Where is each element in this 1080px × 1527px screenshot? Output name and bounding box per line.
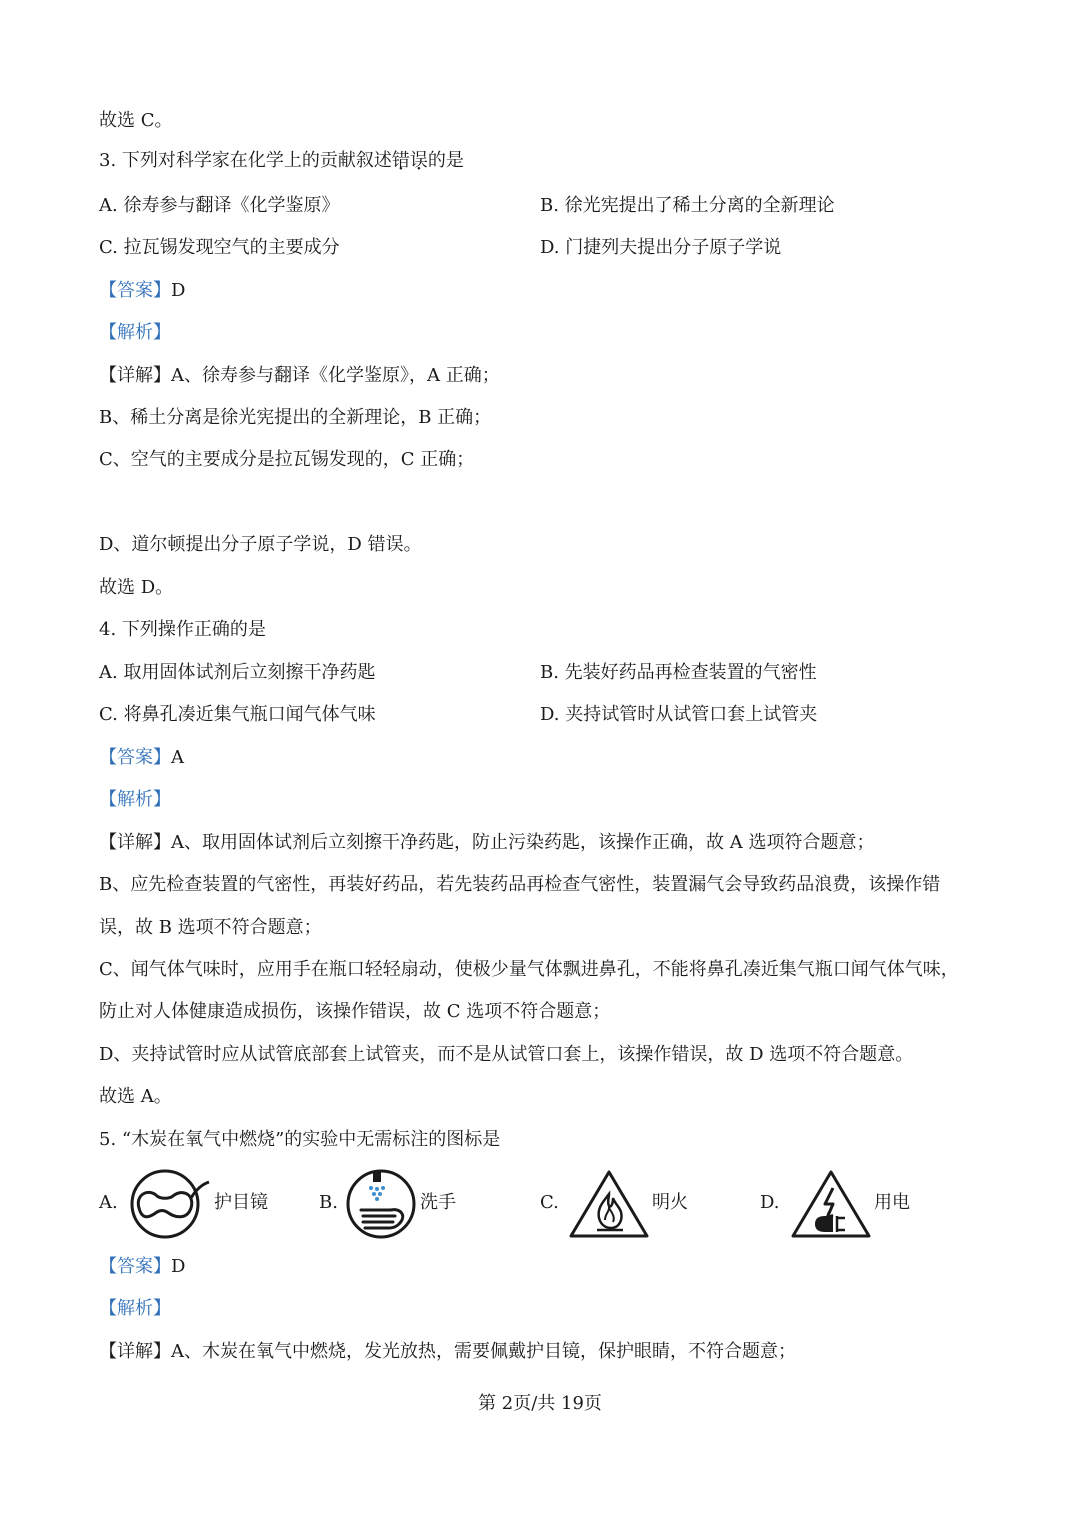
- q3-answer-value: D: [171, 280, 186, 301]
- q5-detail-1: [99, 1340, 796, 1364]
- q5-option-a-label: 护目镜: [214, 1192, 268, 1213]
- q5-option-b-letter: B.: [319, 1192, 338, 1213]
- q5-analysis-tag: 【解析】: [99, 1298, 171, 1319]
- q3-stem-text: 3. 下列对科学家在化学上的贡献叙述: [99, 150, 392, 171]
- q4-detail-2a: B、应先检查装置的气密性，再装好药品，若先装药品再检查气密性，装置漏气会导致药品浪费，该操作错: [99, 874, 941, 895]
- q5-option-c-letter: C.: [540, 1192, 559, 1213]
- detail-tag: 【详解】: [99, 832, 171, 853]
- q4-analysis-tag: 【解析】: [99, 789, 171, 810]
- q5-option-a-letter: A.: [99, 1192, 118, 1213]
- q4-option-b: B. 先装好药品再检查装置的气密性: [540, 662, 817, 683]
- q4-option-a: A. 取用固体试剂后立刻擦干净药匙: [99, 662, 376, 683]
- q4-detail-1: [99, 831, 874, 855]
- q4-option-d: D. 夹持试管时从试管口套上试管夹: [540, 704, 818, 725]
- q3-detail-1-text: A、徐寿参与翻译《化学鉴原》，A 正确；: [171, 365, 500, 386]
- q3-stem: [99, 149, 464, 173]
- answer-tag: 【答案】: [99, 280, 171, 301]
- hand-wash-icon: [345, 1168, 421, 1240]
- answer-tag: 【答案】: [99, 747, 171, 768]
- q5-detail-1-text: A、木炭在氧气中燃烧，发光放热，需要佩戴护目镜，保护眼睛，不符合题意；: [171, 1341, 796, 1362]
- q4-answer-value: A: [171, 747, 184, 768]
- q4-option-c: C. 将鼻孔凑近集气瓶口闻气体气味: [99, 704, 376, 725]
- electricity-icon: [789, 1168, 873, 1240]
- detail-tag: 【详解】: [99, 1341, 171, 1362]
- q3-option-d: D. 门捷列夫提出分子原子学说: [540, 237, 782, 258]
- q3-detail-2: B、稀土分离是徐光宪提出的全新理论，B 正确；: [99, 407, 492, 428]
- q3-stem-end: 的是: [427, 150, 464, 171]
- q5-stem: 5. “木炭在氧气中燃烧”的实验中无需标注的图标是: [99, 1129, 501, 1150]
- q3-detail-3: C、空气的主要成分是拉瓦锡发现的，C 正确；: [99, 449, 475, 470]
- q5-options: [0, 1168, 1080, 1240]
- q4-detail-2b: 误，故 B 选项不符合题意；: [99, 917, 322, 938]
- detail-tag: 【详解】: [99, 365, 171, 386]
- q3-stem-emphasis-2: 误: [409, 150, 428, 171]
- q5-option-d-label: 用电: [874, 1192, 910, 1213]
- q3-conclusion: 故选 D。: [99, 577, 174, 598]
- q5-option-c-label: 明火: [652, 1192, 688, 1213]
- q3-detail-4: D、道尔顿提出分子原子学说，D 错误。: [99, 534, 422, 555]
- q4-detail-1-text: A、取用固体试剂后立刻擦干净药匙，防止污染药匙，该操作正确，故 A 选项符合题意；: [171, 832, 875, 853]
- q3-option-a: A. 徐寿参与翻译《化学鉴原》: [99, 195, 340, 216]
- q4-detail-4: D、夹持试管时应从试管底部套上试管夹，而不是从试管口套上，该操作错误，故 D 选项不符合题意。: [99, 1044, 914, 1065]
- q3-option-b: B. 徐光宪提出了稀土分离的全新理论: [540, 195, 835, 216]
- q3-stem-emphasis-1: 错: [391, 150, 410, 171]
- q5-option-b-label: 洗手: [420, 1192, 456, 1213]
- goggles-icon: [125, 1168, 211, 1240]
- q5-answer: [99, 1255, 185, 1279]
- q3-analysis-tag: 【解析】: [99, 322, 171, 343]
- q2-conclusion: 故选 C。: [99, 110, 173, 131]
- q3-answer: [99, 279, 185, 303]
- open-flame-icon: [567, 1168, 651, 1240]
- q3-option-c: C. 拉瓦锡发现空气的主要成分: [99, 237, 340, 258]
- q4-stem: 4. 下列操作正确的是: [99, 619, 266, 640]
- page-footer: 第 2页/共 19页: [478, 1393, 602, 1414]
- q5-option-d-letter: D.: [760, 1192, 780, 1213]
- q4-detail-3a: C、闻气体气味时，应用手在瓶口轻轻扇动，使极少量气体飘进鼻孔，不能将鼻孔凑近集气瓶口闻气体气味，: [99, 959, 959, 980]
- q3-detail-1: [99, 364, 500, 388]
- q4-conclusion: 故选 A。: [99, 1086, 172, 1107]
- answer-tag: 【答案】: [99, 1256, 171, 1277]
- q5-answer-value: D: [171, 1256, 186, 1277]
- q4-answer: [99, 746, 184, 770]
- q4-detail-3b: 防止对人体健康造成损伤，该操作错误，故 C 选项不符合题意；: [99, 1001, 611, 1022]
